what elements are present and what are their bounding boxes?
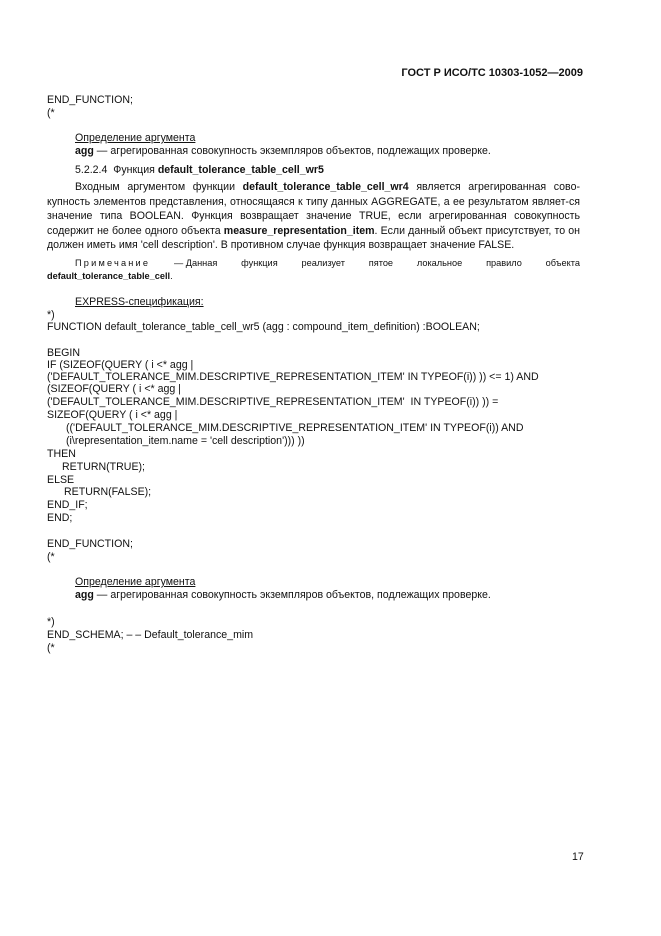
code-line: ELSE bbox=[47, 474, 75, 486]
function-name: default_tolerance_table_cell_wr5 bbox=[157, 164, 324, 176]
note-word: правило bbox=[486, 258, 522, 268]
code-line: (('DEFAULT_TOLERANCE_MIM.DESCRIPTIVE_REPRESENTATION_ITEM' IN TYPEOF(i)) AND bbox=[66, 422, 524, 434]
argument-name: agg bbox=[75, 589, 94, 601]
code-line: ('DEFAULT_TOLERANCE_MIM.DESCRIPTIVE_REPRESENTATION_ITEM' IN TYPEOF(i)) )) <= 1) AND bbox=[47, 371, 539, 383]
note-label: Примечание bbox=[75, 258, 151, 268]
code-line: END_SCHEMA; – – Default_tolerance_mim bbox=[47, 629, 254, 641]
note bbox=[47, 257, 580, 283]
code-line: RETURN(TRUE); bbox=[62, 461, 145, 473]
note-word: реализует bbox=[301, 258, 345, 268]
code-line: *) bbox=[47, 309, 55, 321]
code-line: RETURN(FALSE); bbox=[64, 486, 152, 498]
argument-definition-title: Определение аргумента bbox=[75, 132, 196, 144]
code-line: THEN bbox=[47, 448, 76, 460]
note-word: — Данная bbox=[174, 258, 218, 268]
section-number: 5.2.2.4 bbox=[75, 164, 108, 176]
section-word: Функция bbox=[113, 164, 155, 176]
argument-description: — агрегированная совокупность экземпляров объектов, подлежащих проверке. bbox=[93, 589, 491, 601]
note-word: функция bbox=[241, 258, 278, 268]
code-line: (* bbox=[47, 107, 55, 119]
argument-definition bbox=[75, 589, 491, 602]
page-number: 17 bbox=[572, 851, 584, 863]
code-line: IF (SIZEOF(QUERY ( i <* agg | bbox=[47, 359, 194, 371]
code-line: END; bbox=[47, 512, 73, 524]
note-word: объекта bbox=[545, 258, 580, 268]
code-line: FUNCTION default_tolerance_table_cell_wr5 (agg : compound_item_definition) :BOOLEAN; bbox=[47, 321, 480, 333]
express-spec-title: EXPRESS-спецификация: bbox=[75, 296, 204, 308]
argument-name: agg bbox=[75, 145, 94, 157]
code-line: BEGIN bbox=[47, 347, 80, 359]
code-line: END_FUNCTION; bbox=[47, 538, 133, 550]
code-line: END_FUNCTION; bbox=[47, 94, 133, 106]
argument-definition bbox=[75, 145, 491, 158]
note-word: локальное bbox=[416, 258, 463, 268]
code-line: ('DEFAULT_TOLERANCE_MIM.DESCRIPTIVE_REPRESENTATION_ITEM' IN TYPEOF(i)) )) = bbox=[47, 396, 499, 408]
note-bold-ref: default_tolerance_table_cell bbox=[47, 271, 171, 281]
note-word: пятое bbox=[368, 258, 394, 268]
document-header: ГОСТ Р ИСО/ТС 10303-1052—2009 bbox=[401, 67, 583, 79]
code-line: (SIZEOF(QUERY ( i <* agg | bbox=[47, 383, 181, 395]
code-line: END_IF; bbox=[47, 499, 88, 511]
code-line: SIZEOF(QUERY ( i <* agg | bbox=[47, 409, 178, 421]
description-paragraph: Входным аргументом функции default_tolerance_table_cell_wr4 является агрегированная сово-купность элементов представления, относящаяся к типу данных AGGREGATE, а ее результатом являет-ся значение типа BOOLEAN. Функция возвращает значение TRUE, если агрегированная совокупность содержит не более одного объекта measure_representation_item. Если данный объект присутствует, то он должен иметь имя 'cell description'. В противном случае функция возвращает значение FALSE. bbox=[47, 181, 580, 251]
section-heading bbox=[75, 164, 324, 177]
code-line: (* bbox=[47, 551, 55, 563]
argument-description: — агрегированная совокупность экземпляров объектов, подлежащих проверке. bbox=[93, 145, 491, 157]
code-line: (i\representation_item.name = 'cell description'))) )) bbox=[66, 435, 305, 447]
code-line: *) bbox=[47, 616, 55, 628]
note-second-line: default_tolerance_table_cell. bbox=[47, 271, 173, 281]
code-line: (* bbox=[47, 642, 55, 654]
note-first-line bbox=[47, 257, 580, 270]
argument-definition-title: Определение аргумента bbox=[75, 576, 196, 588]
